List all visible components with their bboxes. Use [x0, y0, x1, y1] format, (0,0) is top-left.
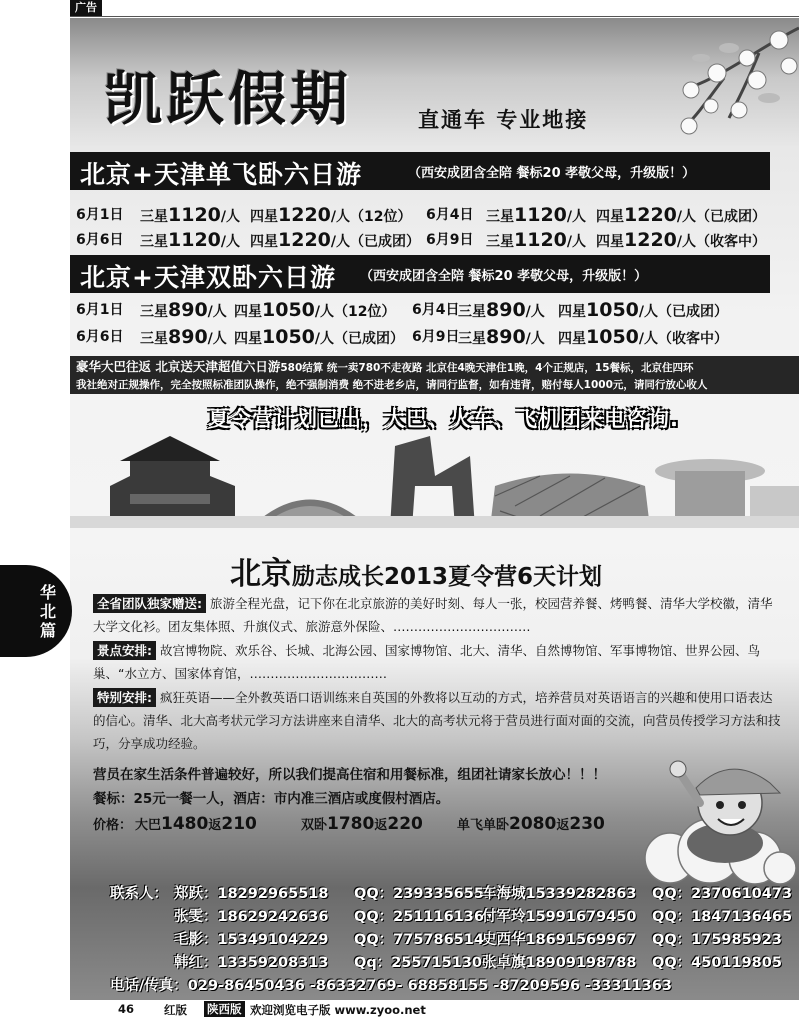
price: 1120: [514, 229, 567, 251]
date: 6月9日: [426, 232, 474, 248]
price: 1050: [586, 326, 639, 348]
star4-label: 四星: [596, 209, 624, 225]
date: 6月6日: [76, 329, 124, 345]
spots-label: 景点安排:: [93, 641, 156, 660]
side-tab-char: 北: [39, 602, 56, 621]
tour1-note: （西安成团含全陪 餐标20 孝敬父母，升级版！）: [408, 166, 696, 181]
brand-slogan: 直通车 专业地接: [418, 108, 589, 132]
contact-name: 史西华18691569967: [482, 932, 637, 948]
side-tab-char: 华: [39, 583, 56, 602]
price: 890: [486, 326, 526, 348]
contact-name: 车海城15339282863: [482, 886, 637, 902]
price: 1050: [586, 299, 639, 321]
rebate-label: 返: [556, 818, 570, 833]
star4-label: 四星: [558, 304, 586, 320]
star3-label: 三星: [486, 209, 514, 225]
price: 890: [168, 299, 208, 321]
star4-label: 四星: [234, 304, 262, 320]
side-tab-char: 篇: [39, 621, 56, 640]
date: 6月1日: [76, 207, 124, 223]
contact-name: 张卓旗18909198788: [482, 955, 637, 971]
price: 1220: [278, 229, 331, 251]
price-label: 价格：: [93, 818, 133, 833]
contact-qq: QQ：2511161365: [354, 909, 495, 925]
price: 1780: [327, 814, 375, 834]
star3-label: 三星: [140, 209, 168, 225]
contact-name: 付军玲15991679450: [482, 909, 637, 925]
price: 1120: [514, 204, 567, 226]
rebate: 220: [387, 814, 423, 834]
price: 1220: [624, 204, 677, 226]
kind: 大巴: [135, 818, 162, 833]
rebate: 210: [221, 814, 257, 834]
bus-tour-details: 580结算 统一卖780不走夜路 北京住4晚天津住1晚，4个正规店，15餐标，北京住四环: [280, 362, 694, 374]
star3-label: 三星: [140, 234, 168, 250]
star4-label: 四星: [596, 234, 624, 250]
gifts-section: [93, 592, 783, 638]
star4-label: 四星: [234, 331, 262, 347]
star3-label: 三星: [486, 234, 514, 250]
price: 1120: [168, 204, 221, 226]
unit: /人: [207, 331, 227, 347]
ad-tag: 广告: [70, 0, 102, 16]
camp-title-rest: 励志成长2013夏令营6天计划: [292, 564, 603, 590]
price: 890: [486, 299, 526, 321]
contacts-label: 联系人：: [110, 886, 168, 902]
brand-name: 凯跃假期: [104, 65, 353, 133]
page-number: 46: [118, 1002, 135, 1016]
unit: /人: [525, 304, 545, 320]
advertisement: [70, 18, 799, 1000]
star3-label: 三星: [140, 304, 168, 320]
contact-qq: QQ：775786514: [354, 932, 484, 948]
special-text: 疯狂英语——全外教英语口语训练来自英国的外教将以互动的方式，培养营员对英语语言的兴趣和使用口语表达的信心。清华、北大高考状元学习方法讲座来自清华、北大的高考状元将于营员进行面对面的交流，向营员传授学习方法和技巧，分享成功经验。: [93, 690, 781, 751]
price: 1050: [262, 299, 315, 321]
price-bus: [135, 814, 257, 834]
star3-label: 三星: [458, 304, 486, 320]
summer-camp-banner: 夏令营计划已出，大巴、火车、飞机团来电咨询.: [208, 407, 679, 431]
price: 890: [168, 326, 208, 348]
date: 6月4日: [412, 302, 460, 318]
unit: /人（12位）: [330, 209, 412, 225]
rebate: 230: [569, 814, 605, 834]
edition-label: 红版: [164, 1003, 187, 1017]
contact-name: 毛影：15349104229: [174, 932, 329, 948]
phone-fax: 电话/传真：029-86450436 -86332769- 68858155 -87209596 -33311363: [110, 978, 672, 994]
kind: 单飞单卧: [457, 818, 510, 833]
date: 6月9日: [412, 329, 460, 345]
unit: /人（12位）: [314, 304, 396, 320]
rebate-label: 返: [208, 818, 222, 833]
bus-tour-line-2: 我社绝对正规操作，完全按照标准团队操作，绝不强制消费 绝不进老乡店，请同行监督，如有违背，赔付每人1000元，请同行放心收人: [76, 379, 708, 391]
gifts-label: 全省团队独家赠送:: [93, 594, 206, 613]
star4-label: 四星: [250, 209, 278, 225]
price: 1220: [278, 204, 331, 226]
gifts-text: 旅游全程光盘，记下你在北京旅游的美好时刻、每人一张，校园营养餐、烤鸭餐、清华大学校徽，清华大学文化衫。团友集体照、升旗仪式、旅游意外保险、……………………………: [93, 596, 773, 634]
contact-qq: Qq：2557151300: [354, 955, 493, 971]
top-rule: [70, 16, 799, 17]
price-fly-sleeper: [457, 814, 605, 834]
date: 6月1日: [76, 302, 124, 318]
unit: /人: [220, 209, 241, 225]
camp-title: [230, 548, 602, 593]
date: 6月4日: [426, 207, 474, 223]
price: 1050: [262, 326, 315, 348]
unit: /人（已成团）: [676, 209, 767, 225]
unit: /人: [525, 331, 545, 347]
unit: /人（已成团）: [330, 234, 421, 250]
page-footer: [70, 1001, 799, 1017]
tree-branch-illustration: [629, 18, 799, 148]
star3-label: 三星: [458, 331, 486, 347]
contact-qq: QQ：2393356553: [354, 886, 495, 902]
unit: /人（收客中）: [676, 234, 767, 250]
price-double-sleeper: [301, 814, 423, 834]
unit: /人: [220, 234, 241, 250]
price: 2080: [509, 814, 557, 834]
spots-text: 故宫博物院、欢乐谷、长城、北海公园、国家博物馆、北大、清华、自然博物馆、军事博物馆、世界公园、鸟巢、“水立方、国家体育馆，……………………………: [93, 643, 761, 681]
cartoon-kid-illustration: [630, 733, 799, 893]
camp-title-city: 北京: [230, 556, 292, 592]
bus-tour-box: [70, 356, 799, 394]
unit: /人（已成团）: [314, 331, 405, 347]
star4-label: 四星: [250, 234, 278, 250]
price: 1480: [161, 814, 209, 834]
tour1-title: 北京+天津单飞卧六日游: [80, 160, 362, 189]
tour1-title-bar: [70, 152, 770, 190]
contact-name: 郑跃：18292965518: [174, 886, 329, 902]
kind: 双卧: [301, 818, 328, 833]
contact-qq: QQ：1847136465: [652, 909, 793, 925]
parents-notice: 营员在家生活条件普遍较好，所以我们提高住宿和用餐标准，组团社请家长放心！！！: [93, 767, 606, 783]
rebate-label: 返: [374, 818, 388, 833]
tour2-note: （西安成团含全陪 餐标20 孝敬父母，升级版！）: [360, 269, 648, 284]
price: 1220: [624, 229, 677, 251]
tour2-title-bar: [70, 255, 770, 293]
unit: /人: [566, 209, 587, 225]
region-side-tab: [0, 565, 72, 657]
unit: /人（收客中）: [638, 331, 729, 347]
footer-message: 欢迎浏览电子版 www.zyoo.net: [250, 1003, 426, 1017]
unit: /人: [207, 304, 227, 320]
contact-name: 张雯：18629242636: [174, 909, 329, 925]
unit: /人: [566, 234, 587, 250]
price: 1120: [168, 229, 221, 251]
spots-section: [93, 639, 783, 685]
bus-tour-headline: 豪华大巴往返 北京送天津超值六日游: [76, 359, 281, 374]
meals-hotel: 餐标：25元一餐一人，酒店：市内准三酒店或度假村酒店。: [93, 791, 450, 807]
contact-qq: QQ：175985923: [652, 932, 782, 948]
bus-tour-line-1: [76, 358, 793, 377]
unit: /人（已成团）: [638, 304, 729, 320]
region-edition-tag: 陕西版: [204, 1001, 245, 1017]
special-label: 特别安排:: [93, 688, 156, 707]
star3-label: 三星: [140, 331, 168, 347]
contact-qq: QQ：2370610473: [652, 886, 793, 902]
star4-label: 四星: [558, 331, 586, 347]
tour2-title: 北京+天津双卧六日游: [80, 263, 336, 292]
contact-name: 韩红：13359208313: [174, 955, 329, 971]
date: 6月6日: [76, 232, 124, 248]
contact-qq: QQ：450119805: [652, 955, 782, 971]
